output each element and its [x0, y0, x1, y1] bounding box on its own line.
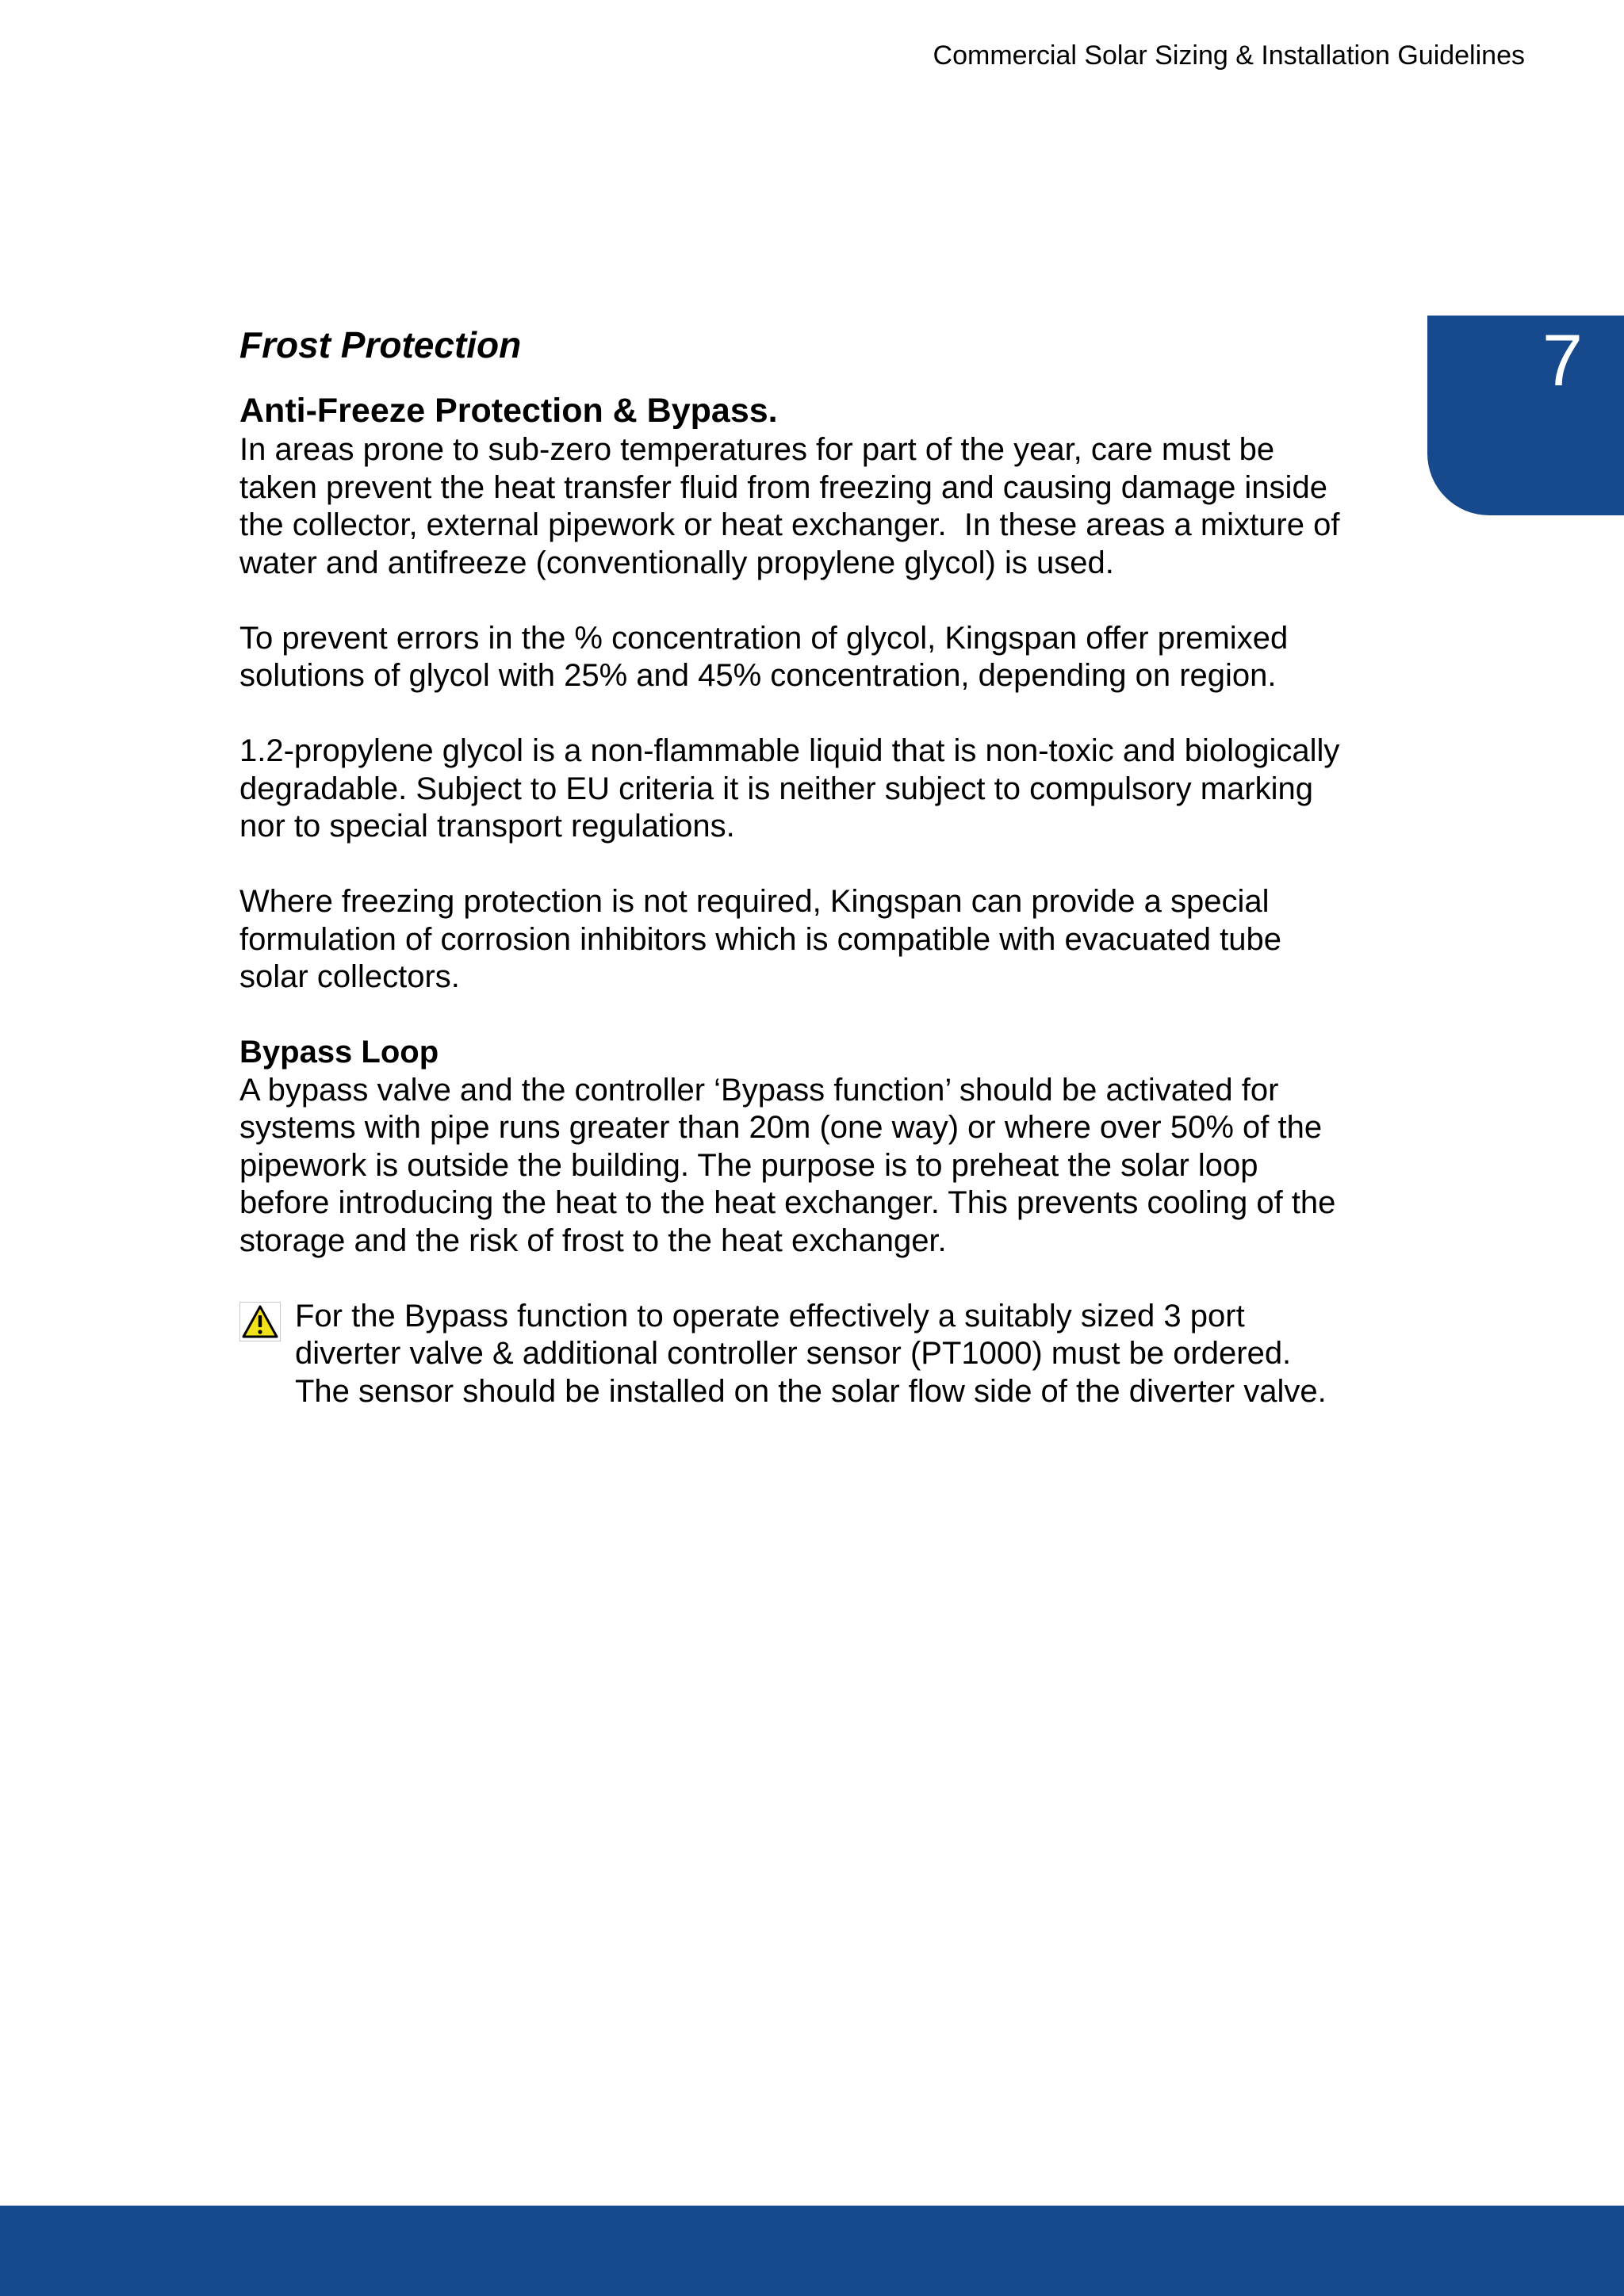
warning-note: [239, 1298, 1413, 1411]
subsection-title: Anti-Freeze Protection & Bypass.: [239, 392, 778, 430]
paragraph-propylene-glycol: [239, 733, 1413, 846]
paragraph-line: taken prevent the heat transfer fluid from freezing and causing damage inside: [239, 469, 1327, 505]
paragraph-gap: [239, 997, 1413, 1035]
paragraph-line: In areas prone to sub-zero temperatures for part of the year, care must be: [239, 432, 1275, 467]
paragraph-premixed: [239, 620, 1413, 695]
paragraph-line: pipework is outside the building. The purpose is to preheat the solar loop: [239, 1147, 1258, 1183]
warning-note-text: [295, 1298, 1413, 1411]
paragraph-corrosion-inhibitors: [239, 883, 1413, 997]
paragraph-line: nor to special transport regulations.: [239, 809, 735, 844]
chapter-number: 7: [1542, 320, 1583, 401]
paragraph-antifreeze: [239, 431, 1413, 582]
paragraph-line: 1.2-propylene glycol is a non-flammable liquid that is non-toxic and biologically: [239, 733, 1340, 768]
paragraph-line: To prevent errors in the % concentration of glycol, Kingspan offer premixed: [239, 620, 1289, 656]
paragraph-line: A bypass valve and the controller ‘Bypass function’ should be activated for: [239, 1072, 1279, 1108]
paragraph-line: before introducing the heat to the heat exchanger. This prevents cooling of the: [239, 1185, 1336, 1220]
paragraph-bypass-loop: [239, 1072, 1413, 1261]
paragraph-line: solutions of glycol with 25% and 45% concentration, depending on region.: [239, 658, 1277, 693]
paragraph-line: storage and the risk of frost to the heat exchanger.: [239, 1223, 947, 1258]
section-title: Frost Protection: [239, 324, 522, 365]
paragraph-line: Where freezing protection is not required, Kingspan can provide a special: [239, 884, 1270, 919]
chapter-tab: [1427, 316, 1624, 515]
paragraph-gap: [239, 1260, 1413, 1298]
paragraph-line: systems with pipe runs greater than 20m (one way) or where over 50% of the: [239, 1110, 1323, 1145]
paragraph-line: water and antifreeze (conventionally propylene glycol) is used.: [239, 545, 1114, 580]
bypass-loop-heading: Bypass Loop: [239, 1035, 439, 1070]
paragraph-line: formulation of corrosion inhibitors which is compatible with evacuated tube: [239, 921, 1282, 957]
paragraph-gap: [239, 582, 1413, 620]
paragraph-line: solar collectors.: [239, 959, 460, 994]
note-line: diverter valve & additional controller sensor (PT1000) must be ordered.: [295, 1336, 1292, 1371]
paragraph-gap: [239, 695, 1413, 733]
page-content: [239, 321, 1413, 1410]
running-header: Commercial Solar Sizing & Installation Guidelines: [933, 40, 1525, 71]
paragraph-gap: [239, 846, 1413, 884]
note-line: The sensor should be installed on the solar flow side of the diverter valve.: [295, 1373, 1327, 1409]
footer-band: [0, 2206, 1624, 2296]
paragraph-line: degradable. Subject to EU criteria it is neither subject to compulsory marking: [239, 771, 1313, 806]
paragraph-line: the collector, external pipework or heat exchanger. In these areas a mixture of: [239, 507, 1340, 542]
warning-triangle-icon: [239, 1302, 281, 1341]
note-line: For the Bypass function to operate effectively a suitably sized 3 port: [295, 1298, 1245, 1334]
